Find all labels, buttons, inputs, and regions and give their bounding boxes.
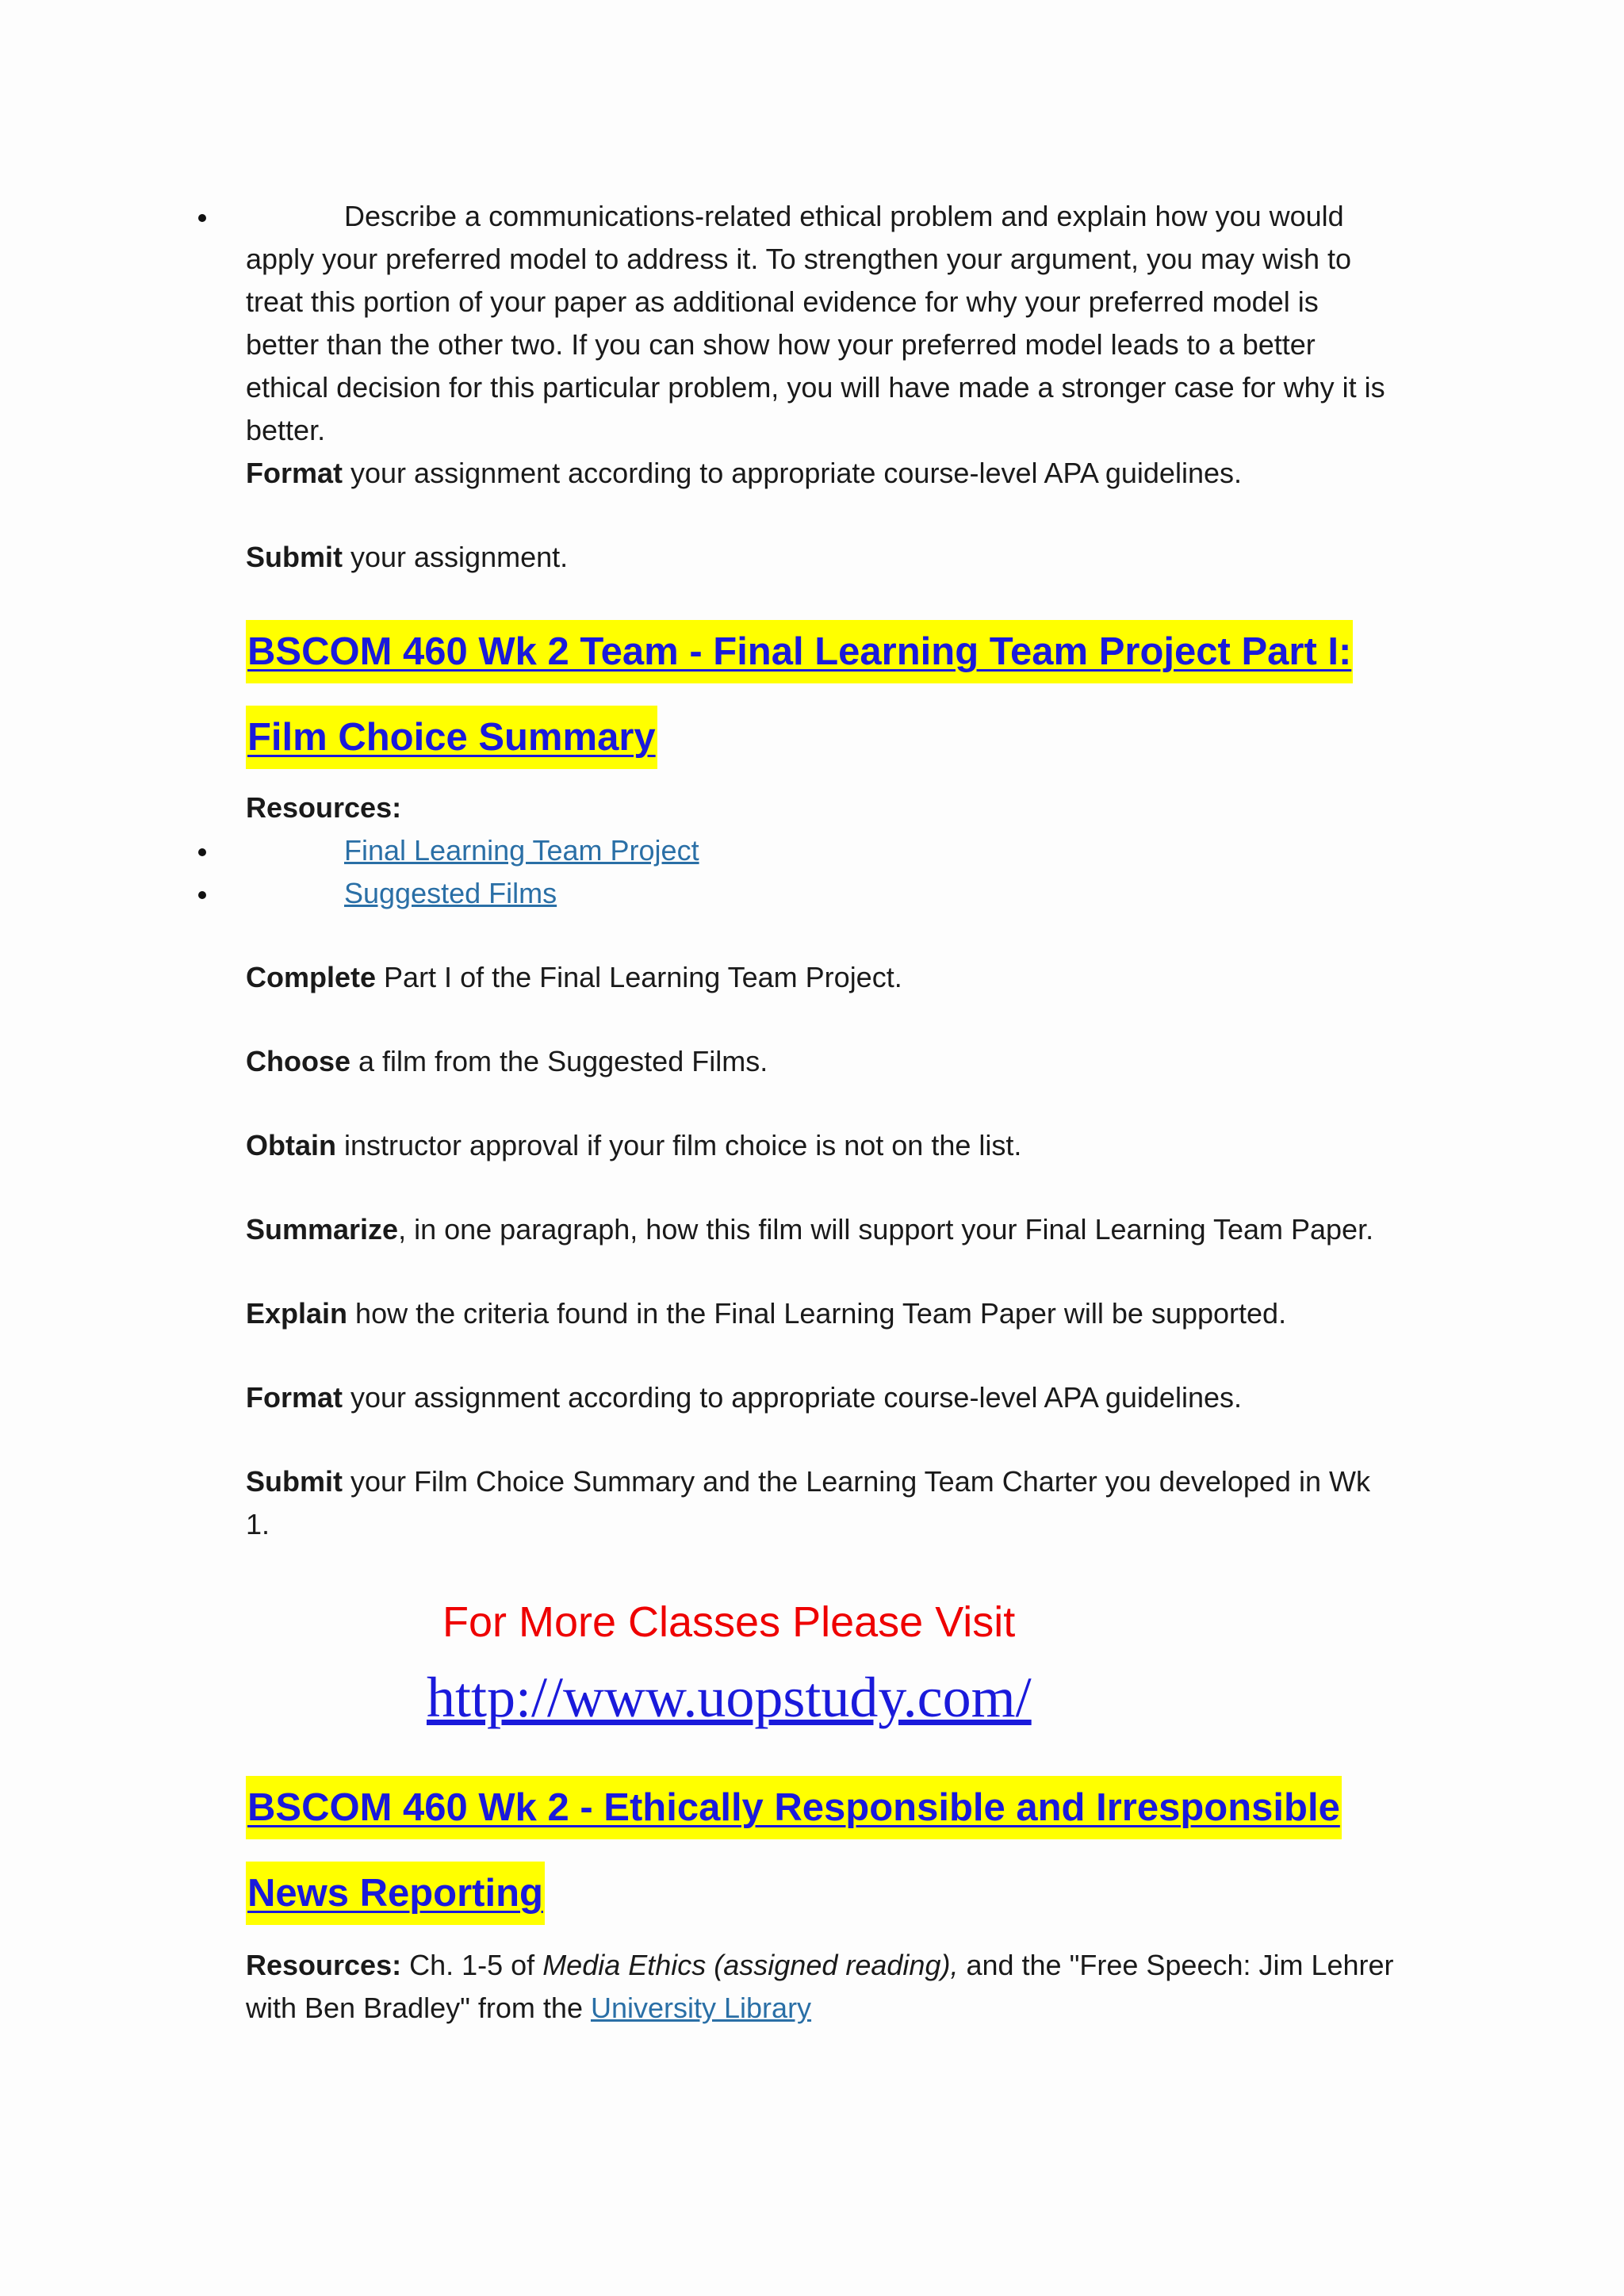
section1-resources-label: Resources: [246,791,402,824]
promo-url-link[interactable]: http://www.uopstudy.com/ [427,1666,1032,1729]
step-keyword: Choose [246,1045,351,1077]
step-submit [246,1460,1396,1546]
step-summarize [246,1208,1396,1251]
document-content [246,195,1396,2030]
intro-bullet-text: Describe a communications-related ethical problem and explain how you would apply your preferred model to address it. To strengthen your argument, you may wish to treat this portion of your paper as additional evidence for why your preferred model is better than the other two. If you can show how your preferred model leads to a better ethical decision for this particular problem, you will have made a stronger case for why it is better. [246,200,1385,446]
resources-text: Ch. 1-5 of [401,1949,543,1981]
format-text: your assignment according to appropriate course-level APA guidelines. [343,457,1242,489]
promo-url-line [246,1654,1396,1741]
bullet-icon [198,891,206,899]
step-format [246,1376,1396,1419]
step-obtain [246,1124,1396,1167]
step-text: a film from the Suggested Films. [350,1045,768,1077]
promo-text: For More Classes Please Visit [442,1598,1016,1646]
media-ethics-title: Media Ethics (assigned reading), [542,1949,959,1981]
bullet-icon [198,214,206,222]
step-keyword: Submit [246,1465,343,1498]
step-keyword: Complete [246,961,377,993]
step-text: your assignment according to appropriate course-level APA guidelines. [343,1381,1242,1414]
section2-heading-line2-link[interactable]: News Reporting [247,1872,543,1915]
section1-heading-line2-link[interactable]: Film Choice Summary [247,716,656,759]
step-choose [246,1040,1396,1083]
step-keyword: Format [246,1381,343,1414]
university-library-link[interactable]: University Library [590,1992,812,2024]
step-text: how the criteria found in the Final Learning Team Paper will be supported. [347,1297,1287,1330]
format-instruction [246,452,1396,495]
submit-instruction [246,536,1396,579]
section2-resources [246,1944,1396,2030]
suggested-films-link[interactable]: Suggested Films [344,877,557,909]
submit-keyword: Submit [246,541,343,573]
step-keyword: Summarize [246,1213,399,1246]
step-complete [246,956,1396,999]
resource-item [246,829,1396,872]
bullet-icon [198,848,206,856]
resource-item [246,872,1396,915]
resources-text: and the "Free Speech: Jim Lehrer with Ben Bradley" from the [246,1949,1394,2024]
final-learning-team-project-link[interactable]: Final Learning Team Project [344,834,699,867]
section2-heading-line1-link[interactable]: BSCOM 460 Wk 2 - Ethically Responsible and Irresponsible [247,1786,1340,1829]
section1-heading-line1-link[interactable]: BSCOM 460 Wk 2 Team - Final Learning Team Project Part I: [247,630,1352,673]
submit-text: your assignment. [343,541,569,573]
step-text: , in one paragraph, how this film will support your Final Learning Team Paper. [398,1213,1374,1246]
section1-heading [246,618,1396,790]
step-keyword: Explain [246,1297,348,1330]
step-text: your Film Choice Summary and the Learning Team Charter you developed in Wk 1. [246,1465,1370,1540]
section2-heading [246,1774,1396,1946]
step-keyword: Obtain [246,1129,336,1161]
step-text: instructor approval if your film choice is not on the list. [336,1129,1022,1161]
step-text: Part I of the Final Learning Team Project. [376,961,902,993]
intro-bullet [246,195,1396,452]
step-explain [246,1292,1396,1335]
section2-resources-label: Resources: [246,1949,402,1981]
format-keyword: Format [246,457,343,489]
